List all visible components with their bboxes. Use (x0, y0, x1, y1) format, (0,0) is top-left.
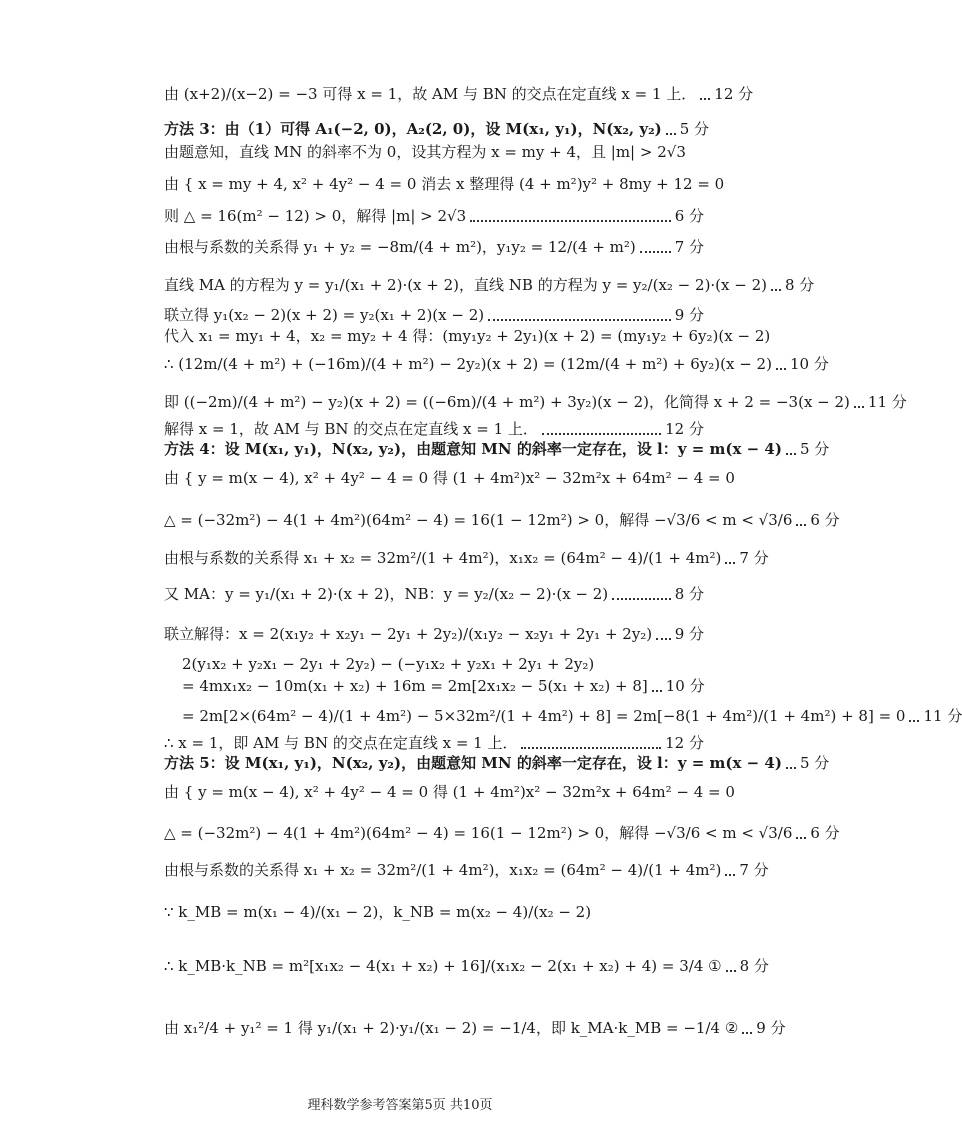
dot-leader (725, 873, 735, 876)
dot-leader (652, 689, 662, 692)
dot-leader (742, 1031, 752, 1034)
solution-text: 由 x₁²/4 + y₁² = 1 得 y₁/(x₁ + 2)·y₁/(x₁ − 2) = −1/4，即 k_MA·k_MB = −1/4 ② (164, 1019, 739, 1037)
solution-line (164, 548, 769, 568)
dot-leader (854, 405, 864, 408)
dot-leader (725, 561, 735, 564)
method-heading-line (164, 439, 830, 459)
solution-line (164, 510, 840, 530)
dot-leader (521, 746, 661, 749)
solution-line (164, 354, 829, 374)
solution-line (164, 706, 962, 726)
solution-line (164, 733, 704, 753)
solution-line (164, 902, 704, 922)
dot-leader (776, 367, 786, 370)
solution-line (164, 624, 704, 644)
score-label: 8 分 (785, 276, 815, 294)
solution-text: 又 MA：y = y₁/(x₁ + 2)·(x + 2)，NB：y = y₂/(x₂ − 2)·(x − 2) (164, 585, 609, 603)
page-footer: 理科数学参考答案第5页 共10页 (307, 1098, 493, 1113)
dot-leader (726, 969, 736, 972)
solution-text: 方法 5：设 M(x₁, y₁)，N(x₂, y₂)，由题意知 MN 的斜率一定存在，设 l：y = m(x − 4) (164, 754, 782, 772)
solution-text: 2(y₁x₂ + y₂x₁ − 2y₁ + 2y₂) − (−y₁x₂ + y₂x₁ + 2y₁ + 2y₂) (182, 655, 595, 673)
solution-text: ∴ (12m/(4 + m²) + (−16m)/(4 + m²) − 2y₂)(x + 2) = (12m/(4 + m²) + 6y₂)(x − 2) (164, 355, 772, 373)
score-label: 5 分 (679, 120, 710, 138)
score-label: 7 分 (739, 549, 769, 567)
solution-text: = 2m[2×(64m² − 4)/(1 + 4m²) − 5×32m²/(1 + 4m²) + 8] = 2m[−8(1 + 4m²)/(1 + 4m²) + 8] = 0 (182, 707, 906, 725)
solution-text: ∵ k_MB = m(x₁ − 4)/(x₁ − 2)，k_NB = m(x₂ − 4)/(x₂ − 2) (164, 903, 592, 921)
dot-leader (909, 719, 919, 722)
solution-line (164, 326, 771, 346)
score-label: 8 分 (739, 957, 769, 975)
dot-leader (786, 766, 796, 769)
dot-leader (656, 637, 671, 640)
solution-text: 代入 x₁ = my₁ + 4，x₂ = my₂ + 4 得：(my₁y₂ + 2y₁)(x + 2) = (my₁y₂ + 6y₂)(x − 2) (164, 327, 771, 345)
score-label: 5 分 (799, 754, 830, 772)
dot-leader (796, 523, 806, 526)
dot-leader (700, 97, 710, 100)
score-label: 12 分 (714, 85, 754, 103)
score-label: 7 分 (739, 861, 769, 879)
solution-text: 由 (x+2)/(x−2) = −3 可得 x = 1，故 AM 与 BN 的交点在定直线 x = 1 上． (164, 85, 697, 103)
solution-line (164, 392, 907, 412)
score-label: 7 分 (674, 238, 704, 256)
solution-line (164, 275, 815, 295)
dot-leader (666, 132, 676, 135)
dot-leader (796, 836, 806, 839)
solution-text: △ = (−32m²) − 4(1 + 4m²)(64m² − 4) = 16(1 − 12m²) > 0，解得 −√3/6 < m < √3/6 (164, 511, 793, 529)
solution-line (164, 823, 840, 843)
score-label: 11 分 (923, 707, 962, 725)
dot-leader (470, 219, 671, 222)
solution-text: 联立得 y₁(x₂ − 2)(x + 2) = y₂(x₁ + 2)(x − 2) (164, 306, 485, 324)
dot-leader (542, 432, 661, 435)
dot-leader (612, 597, 671, 600)
solution-line (164, 1018, 786, 1038)
dot-leader (488, 318, 671, 321)
method-heading-line (164, 753, 830, 773)
solution-text: 由 { y = m(x − 4), x² + 4y² − 4 = 0 得 (1 + 4m²)x² − 32m²x + 64m² − 4 = 0 (164, 783, 735, 801)
solution-text: 即 ((−2m)/(4 + m²) − y₂)(x + 2) = ((−6m)/(4 + m²) + 3y₂)(x − 2)，化简得 x + 2 = −3(x − 2) (164, 393, 850, 411)
score-label: 6 分 (810, 511, 840, 529)
solution-line (164, 305, 704, 325)
score-label: 8 分 (674, 585, 704, 603)
score-label: 9 分 (756, 1019, 786, 1037)
score-label: 10 分 (789, 355, 829, 373)
solution-text: 由根与系数的关系得 x₁ + x₂ = 32m²/(1 + 4m²)，x₁x₂ = (64m² − 4)/(1 + 4m²) (164, 861, 722, 879)
dot-leader (771, 288, 781, 291)
solution-line (164, 782, 735, 802)
solution-line (164, 676, 704, 696)
solution-line (164, 956, 769, 976)
solution-text: 由根与系数的关系得 x₁ + x₂ = 32m²/(1 + 4m²)，x₁x₂ = (64m² − 4)/(1 + 4m²) (164, 549, 722, 567)
solution-text: ∴ k_MB·k_NB = m²[x₁x₂ − 4(x₁ + x₂) + 16]/(x₁x₂ − 2(x₁ + x₂) + 4) = 3/4 ① (164, 957, 722, 975)
solution-line (164, 860, 769, 880)
score-label: 9 分 (674, 306, 704, 324)
solution-text: 由根与系数的关系得 y₁ + y₂ = −8m/(4 + m²)，y₁y₂ = 12/(4 + m²) (164, 238, 636, 256)
dot-leader (786, 452, 796, 455)
solution-text: 方法 4：设 M(x₁, y₁)，N(x₂, y₂)，由题意知 MN 的斜率一定存在，设 l：y = m(x − 4) (164, 440, 782, 458)
solution-text: = 4mx₁x₂ − 10m(x₁ + x₂) + 16m = 2m[2x₁x₂ − 5(x₁ + x₂) + 8] (182, 677, 648, 695)
score-label: 5 分 (799, 440, 830, 458)
solution-text: 联立解得：x = 2(x₁y₂ + x₂y₁ − 2y₁ + 2y₂)/(x₁y₂ − x₂y₁ + 2y₁ + 2y₂) (164, 625, 653, 643)
solution-line (164, 237, 704, 257)
score-label: 12 分 (665, 734, 704, 752)
solution-text: ∴ x = 1，即 AM 与 BN 的交点在定直线 x = 1 上． (164, 734, 518, 752)
method-heading-line (164, 119, 710, 139)
solution-line (164, 174, 725, 194)
solution-line (164, 142, 704, 162)
solution-line (164, 84, 754, 104)
solution-text: 由 { x = my + 4, x² + 4y² − 4 = 0 消去 x 整理得 (4 + m²)y² + 8my + 12 = 0 (164, 175, 725, 193)
solution-text: 由 { y = m(x − 4), x² + 4y² − 4 = 0 得 (1 + 4m²)x² − 32m²x + 64m² − 4 = 0 (164, 469, 735, 487)
score-label: 11 分 (867, 393, 907, 411)
solution-line (164, 584, 704, 604)
solution-text: 解得 x = 1，故 AM 与 BN 的交点在定直线 x = 1 上． (164, 420, 538, 438)
score-label: 6 分 (810, 824, 840, 842)
solution-line (164, 654, 704, 674)
solution-text: △ = (−32m²) − 4(1 + 4m²)(64m² − 4) = 16(1 − 12m²) > 0，解得 −√3/6 < m < √3/6 (164, 824, 793, 842)
score-label: 6 分 (674, 207, 704, 225)
solution-text: 由题意知，直线 MN 的斜率不为 0，设其方程为 x = my + 4，且 |m| > 2√3 (164, 143, 686, 161)
dot-leader (640, 250, 671, 253)
solution-text: 方法 3：由（1）可得 A₁(−2, 0)，A₂(2, 0)，设 M(x₁, y₁)，N(x₂, y₂) (164, 120, 662, 138)
solution-text: 直线 MA 的方程为 y = y₁/(x₁ + 2)·(x + 2)，直线 NB 的方程为 y = y₂/(x₂ − 2)·(x − 2) (164, 276, 767, 294)
score-label: 9 分 (674, 625, 704, 643)
solution-line (164, 419, 704, 439)
solution-text: 则 △ = 16(m² − 12) > 0，解得 |m| > 2√3 (164, 207, 467, 225)
score-label: 12 分 (665, 420, 704, 438)
solution-line (164, 468, 735, 488)
score-label: 10 分 (665, 677, 705, 695)
solution-line (164, 206, 704, 226)
